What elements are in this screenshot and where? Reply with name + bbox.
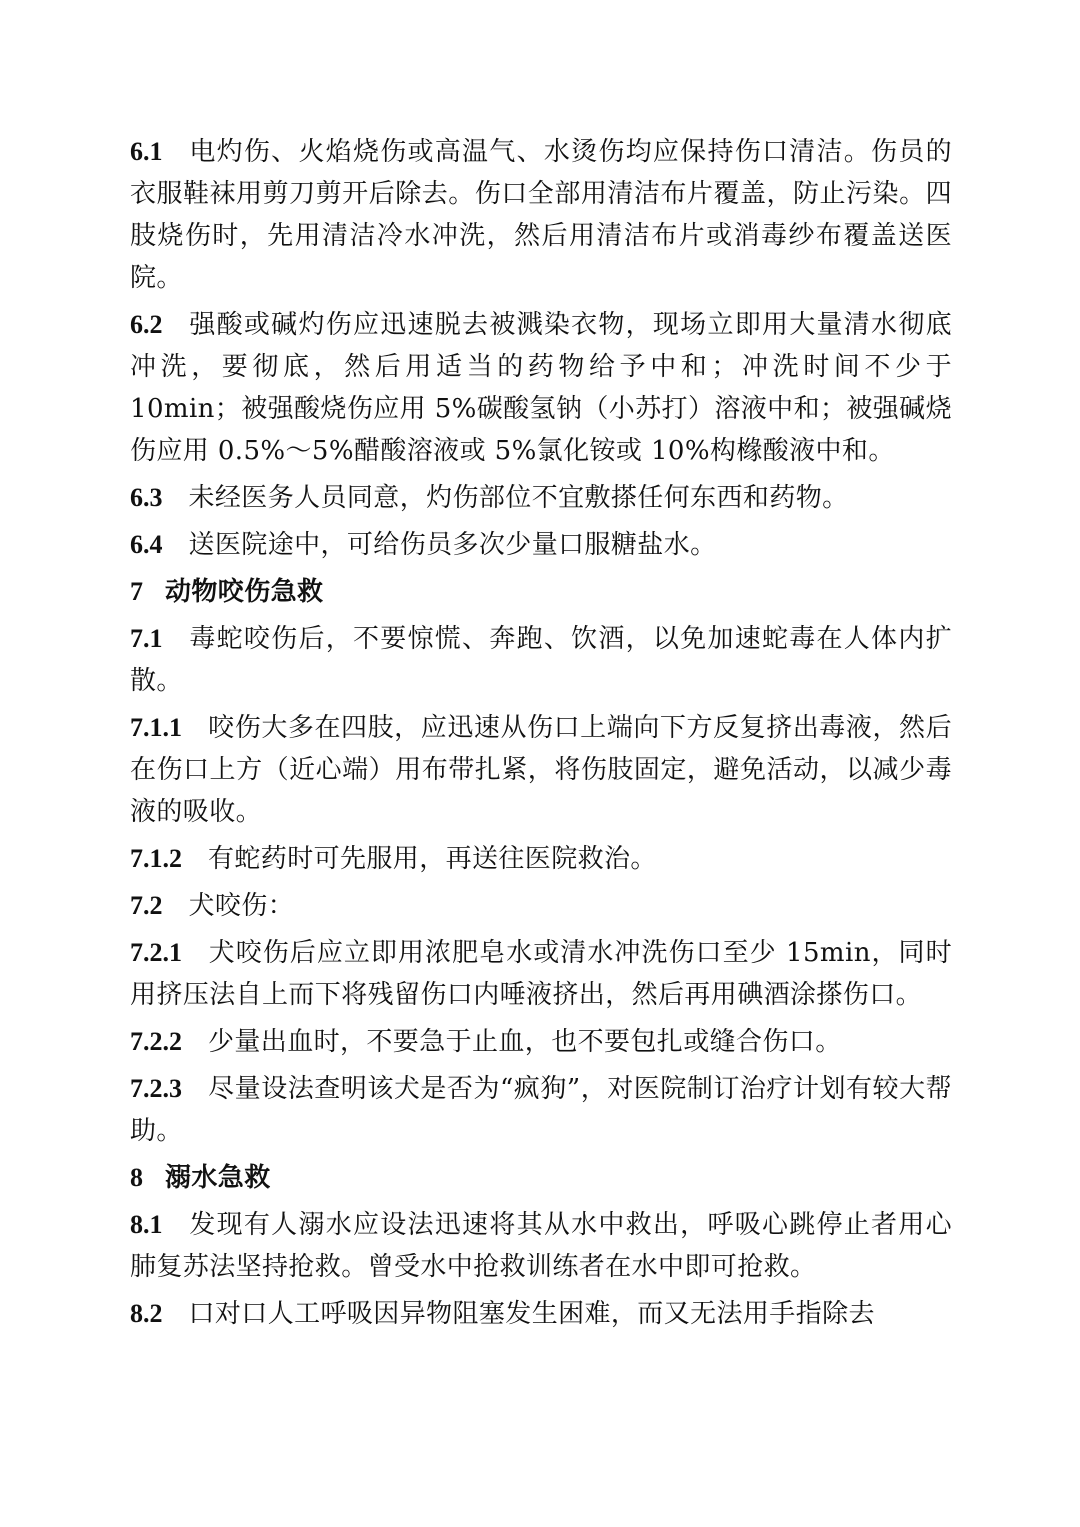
clause-text: 发现有人溺水应设法迅速将其从水中救出，呼吸心跳停止者用心肺复苏法坚持抢救。曾受水中抢救训练者在水中即可抢救。: [130, 1210, 952, 1282]
clause-text: 犬咬伤：: [188, 891, 295, 921]
clause-text: 有蛇药时可先服用，再送往医院救治。: [208, 844, 657, 874]
clause-6-1: [130, 131, 952, 299]
clause-7-2: [130, 885, 952, 927]
clause-6-2: [130, 304, 952, 472]
clause-number: 7.2.2: [130, 1027, 182, 1056]
clause-7-2-2: [130, 1021, 952, 1063]
clause-text: 毒蛇咬伤后，不要惊慌、奔跑、饮酒，以免加速蛇毒在人体内扩散。: [130, 624, 952, 696]
section-heading-8: [130, 1157, 952, 1199]
clause-7-2-1: [130, 932, 952, 1016]
clause-text: 电灼伤、火焰烧伤或高温气、水烫伤均应保持伤口清洁。伤员的衣服鞋袜用剪刀剪开后除去。伤口全部用清洁布片覆盖，防止污染。四肢烧伤时，先用清洁冷水冲洗，然后用清洁布片或消毒纱布覆盖送医院。: [130, 137, 952, 293]
clause-number: 7.2.1: [130, 938, 182, 967]
clause-number: 7.1: [130, 624, 163, 653]
clause-number: 6.4: [130, 530, 163, 559]
clause-6-3: [130, 477, 952, 519]
clause-number: 6.2: [130, 310, 163, 339]
clause-8-2: [130, 1293, 952, 1335]
section-title: 溺水急救: [165, 1163, 271, 1193]
clause-6-4: [130, 524, 952, 566]
document-body: [130, 131, 952, 1340]
clause-text: 尽量设法查明该犬是否为“疯狗”，对医院制订治疗计划有较大帮助。: [130, 1074, 952, 1146]
clause-text: 未经医务人员同意，灼伤部位不宜敷搽任何东西和药物。: [188, 483, 849, 513]
clause-number: 6.1: [130, 137, 163, 166]
clause-8-1: [130, 1204, 952, 1288]
section-number: 8: [130, 1163, 143, 1192]
clause-number: 6.3: [130, 483, 163, 512]
section-heading-7: [130, 571, 952, 613]
clause-text: 咬伤大多在四肢，应迅速从伤口上端向下方反复挤出毒液，然后在伤口上方（近心端）用布带扎紧，将伤肢固定，避免活动，以减少毒液的吸收。: [130, 713, 952, 827]
clause-text: 少量出血时，不要急于止血，也不要包扎或缝合伤口。: [208, 1027, 842, 1057]
clause-text: 口对口人工呼吸因异物阻塞发生困难，而又无法用手指除去: [188, 1299, 875, 1329]
clause-7-1: [130, 618, 952, 702]
clause-number: 7.2.3: [130, 1074, 182, 1103]
clause-7-1-2: [130, 838, 952, 880]
clause-number: 7.1.2: [130, 844, 182, 873]
clause-number: 7.1.1: [130, 713, 182, 742]
clause-number: 7.2: [130, 891, 163, 920]
section-number: 7: [130, 577, 143, 606]
clause-text: 犬咬伤后应立即用浓肥皂水或清水冲洗伤口至少 15min，同时用挤压法自上而下将残留伤口内唾液挤出，然后再用碘酒涂搽伤口。: [130, 938, 952, 1010]
section-title: 动物咬伤急救: [165, 577, 324, 607]
clause-text: 送医院途中，可给伤员多次少量口服糖盐水。: [188, 530, 717, 560]
clause-7-1-1: [130, 707, 952, 833]
clause-number: 8.1: [130, 1210, 163, 1239]
clause-text: 强酸或碱灼伤应迅速脱去被溅染衣物，现场立即用大量清水彻底冲洗，要彻底，然后用适当的药物给予中和；冲洗时间不少于 10min；被强酸烧伤应用 5%碳酸氢钠（小苏打）溶液中和；被强碱烧伤应用 0.5%～5%醋酸溶液或 5%氯化铵或 10%构橼酸液中和。: [130, 310, 952, 466]
clause-number: 8.2: [130, 1299, 163, 1328]
clause-7-2-3: [130, 1068, 952, 1152]
